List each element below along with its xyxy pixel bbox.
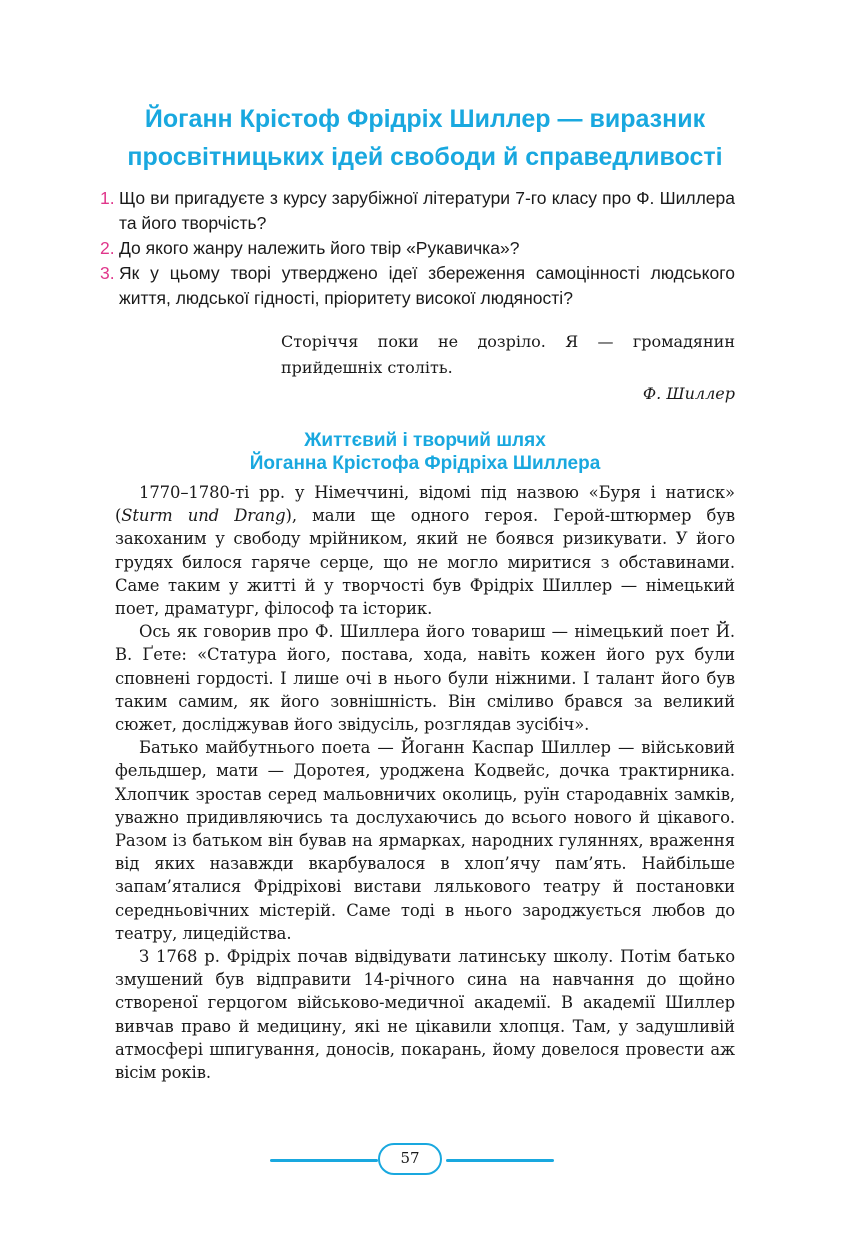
- italic-term: Sturm und Drang: [121, 506, 286, 526]
- chapter-title: [90, 100, 760, 176]
- question-number: 2.: [100, 238, 115, 258]
- paragraph: Ось як говорив про Ф. Шиллера його товариш — німецький поет Й. В. Ґете: «Статура його, постава, хода, навіть кожен його рух були сповнені гордості. І лише очі в нього були ніжними. І талант його був таким самим, як його зовнішність. Він сміливо брався за великий сюжет, досліджував його звідусіль, розглядав зусібіч».: [115, 622, 735, 735]
- question-text: Як у цьому творі утверджено ідеї збереження самоцінності людського життя, людської гідності, пріоритету високої людяності?: [119, 263, 735, 308]
- paragraph-text: ), мали ще одного героя. Герой-штюрмер був закоханим у свободу мрійником, який не боявся ризикувати. У його грудях билося гаряче серце, що не могло миритися з обставинами. Саме таким у житті й у творчості був Фрідріх Шиллер — німецький поет, драматург, філософ та історик.: [115, 506, 735, 619]
- page-content: [100, 100, 735, 1084]
- question-item: [100, 261, 735, 311]
- chapter-title-line-2: просвітницьких ідей свободи й справедливості: [127, 143, 723, 171]
- page-footer: [270, 1143, 554, 1179]
- review-questions: [100, 186, 735, 311]
- page-number: 57: [378, 1143, 442, 1175]
- footer-divider-right: [446, 1159, 554, 1162]
- section-title-line-2: Йоганна Крістофа Фрідріха Шиллера: [249, 453, 601, 474]
- epigraph-author: Ф. Шиллер: [642, 384, 735, 403]
- paragraph-text: 1770–1780-ті рр. у Німеччині, відомі під назвою «Буря і натиск» (: [115, 483, 735, 526]
- question-text: Що ви пригадуєте з курсу зарубіжної літератури 7-го класу про Ф. Шиллера та його творчість?: [119, 188, 735, 233]
- question-item: [100, 186, 735, 236]
- question-number: 1.: [100, 188, 115, 208]
- section-title: [115, 429, 735, 475]
- question-item: [100, 236, 735, 261]
- paragraph: [115, 481, 735, 620]
- body-text: [115, 481, 735, 1084]
- paragraph: Батько майбутнього поета — Йоганн Каспар Шиллер — військовий фельдшер, мати — Доротея, уроджена Кодвейс, дочка трактирника. Хлопчик зростав серед мальовничих околиць, руїн стародавніх замків, уважно придивляючись та дослухаючись до всього нового й цікавого. Разом із батьком він бував на ярмарках, народних гуляннях, враження від яких назавжди вкарбувалося в хлоп’ячу пам’ять. Найбільше запам’яталися Фрідріхові вистави лялькового театру й постановки середньовічних містерій. Саме тоді в нього зароджується любов до театру, лицедійства.: [115, 738, 735, 943]
- question-number: 3.: [100, 263, 115, 283]
- footer-divider-left: [270, 1159, 378, 1162]
- section-title-line-1: Життєвий і творчий шлях: [304, 430, 546, 451]
- paragraph: З 1768 р. Фрідріх почав відвідувати латинську школу. Потім батько змушений був відправити 14-річного сина на навчання до щойно створеної герцогом військово-медичної академії. В академії Шиллер вивчав право й медицину, які не цікавили хлопця. Там, у задушливій атмосфері шпигування, доносів, покарань, йому довелося провести аж вісім років.: [115, 947, 735, 1083]
- epigraph: [281, 329, 735, 407]
- question-text: До якого жанру належить його твір «Рукавичка»?: [119, 238, 520, 258]
- chapter-title-line-1: Йоганн Крістоф Фрідріх Шиллер — виразник: [144, 105, 706, 133]
- epigraph-text: Сторіччя поки не дозріло. Я — громадянин прийдешніх століть.: [281, 332, 735, 377]
